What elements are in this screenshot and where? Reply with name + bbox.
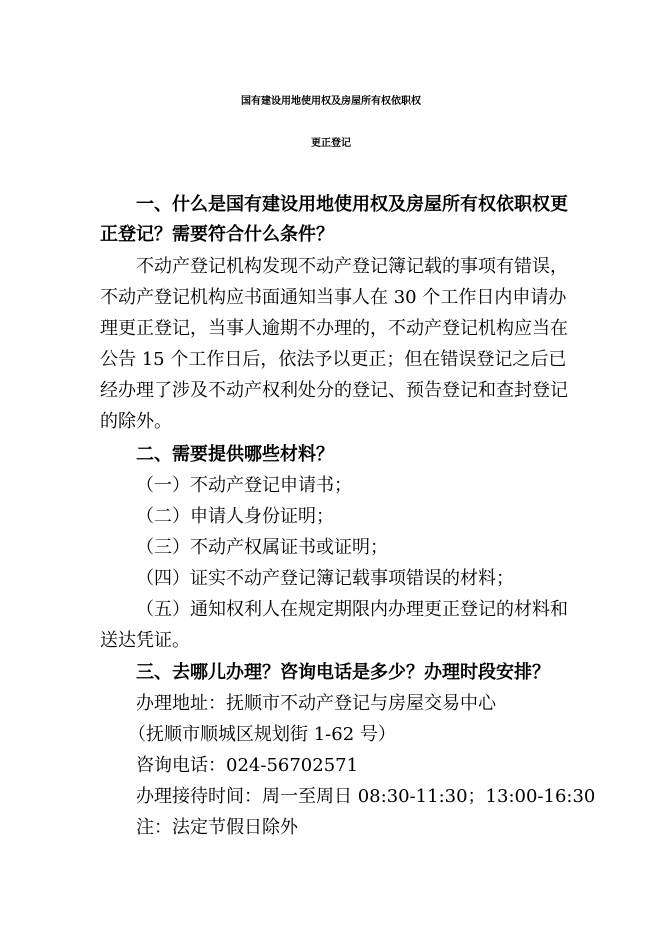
section1-body-line: 不动产登记机构发现不动产登记簿记载的事项有错误，	[136, 256, 568, 277]
section1-body-line: 不动产登记机构应书面通知当事人在 30 个工作日内申请办	[100, 287, 567, 308]
material-item: （三）不动产权属证书或证明；	[136, 537, 388, 558]
office-hours: 办理接待时间：周一至周日 08:30-11:30；13:00-16:30	[136, 786, 596, 807]
section1-body-line: 公告 15 个工作日后，依法予以更正；但在错误登记之后已	[100, 349, 567, 370]
section2-heading: 二、需要提供哪些材料？	[136, 444, 334, 465]
material-item-continuation: 送达凭证。	[100, 630, 190, 651]
document-title-line-2: 更正登记	[311, 138, 351, 149]
material-item: （五）通知权利人在规定期限内办理更正登记的材料和	[136, 599, 568, 620]
material-item: （一）不动产登记申请书；	[136, 475, 352, 496]
material-item: （二）申请人身份证明；	[136, 506, 334, 527]
section1-body-line: 理更正登记，当事人逾期不办理的，不动产登记机构应当在	[100, 318, 568, 339]
office-address: 办理地址：抚顺市不动产登记与房屋交易中心	[136, 693, 496, 714]
material-item: （四）证实不动产登记簿记载事项错误的材料；	[136, 568, 514, 589]
office-address-detail: （抚顺市顺城区规划街 1-62 号）	[128, 724, 396, 745]
section1-heading-line-2: 正登记？需要符合什么条件？	[100, 224, 334, 245]
section1-body-line: 的除外。	[100, 411, 172, 432]
document-title-line-1: 国有建设用地使用权及房屋所有权依职权	[241, 96, 421, 107]
consultation-phone: 咨询电话：024-56702571	[136, 755, 359, 776]
section3-heading: 三、去哪儿办理？咨询电话是多少？办理时段安排？	[136, 662, 550, 683]
section1-body-line: 经办理了涉及不动产权利处分的登记、预告登记和查封登记	[100, 380, 568, 401]
holiday-note: 注：法定节假日除外	[136, 817, 298, 838]
section1-heading-line-1: 一、什么是国有建设用地使用权及房屋所有权依职权更	[136, 194, 568, 215]
